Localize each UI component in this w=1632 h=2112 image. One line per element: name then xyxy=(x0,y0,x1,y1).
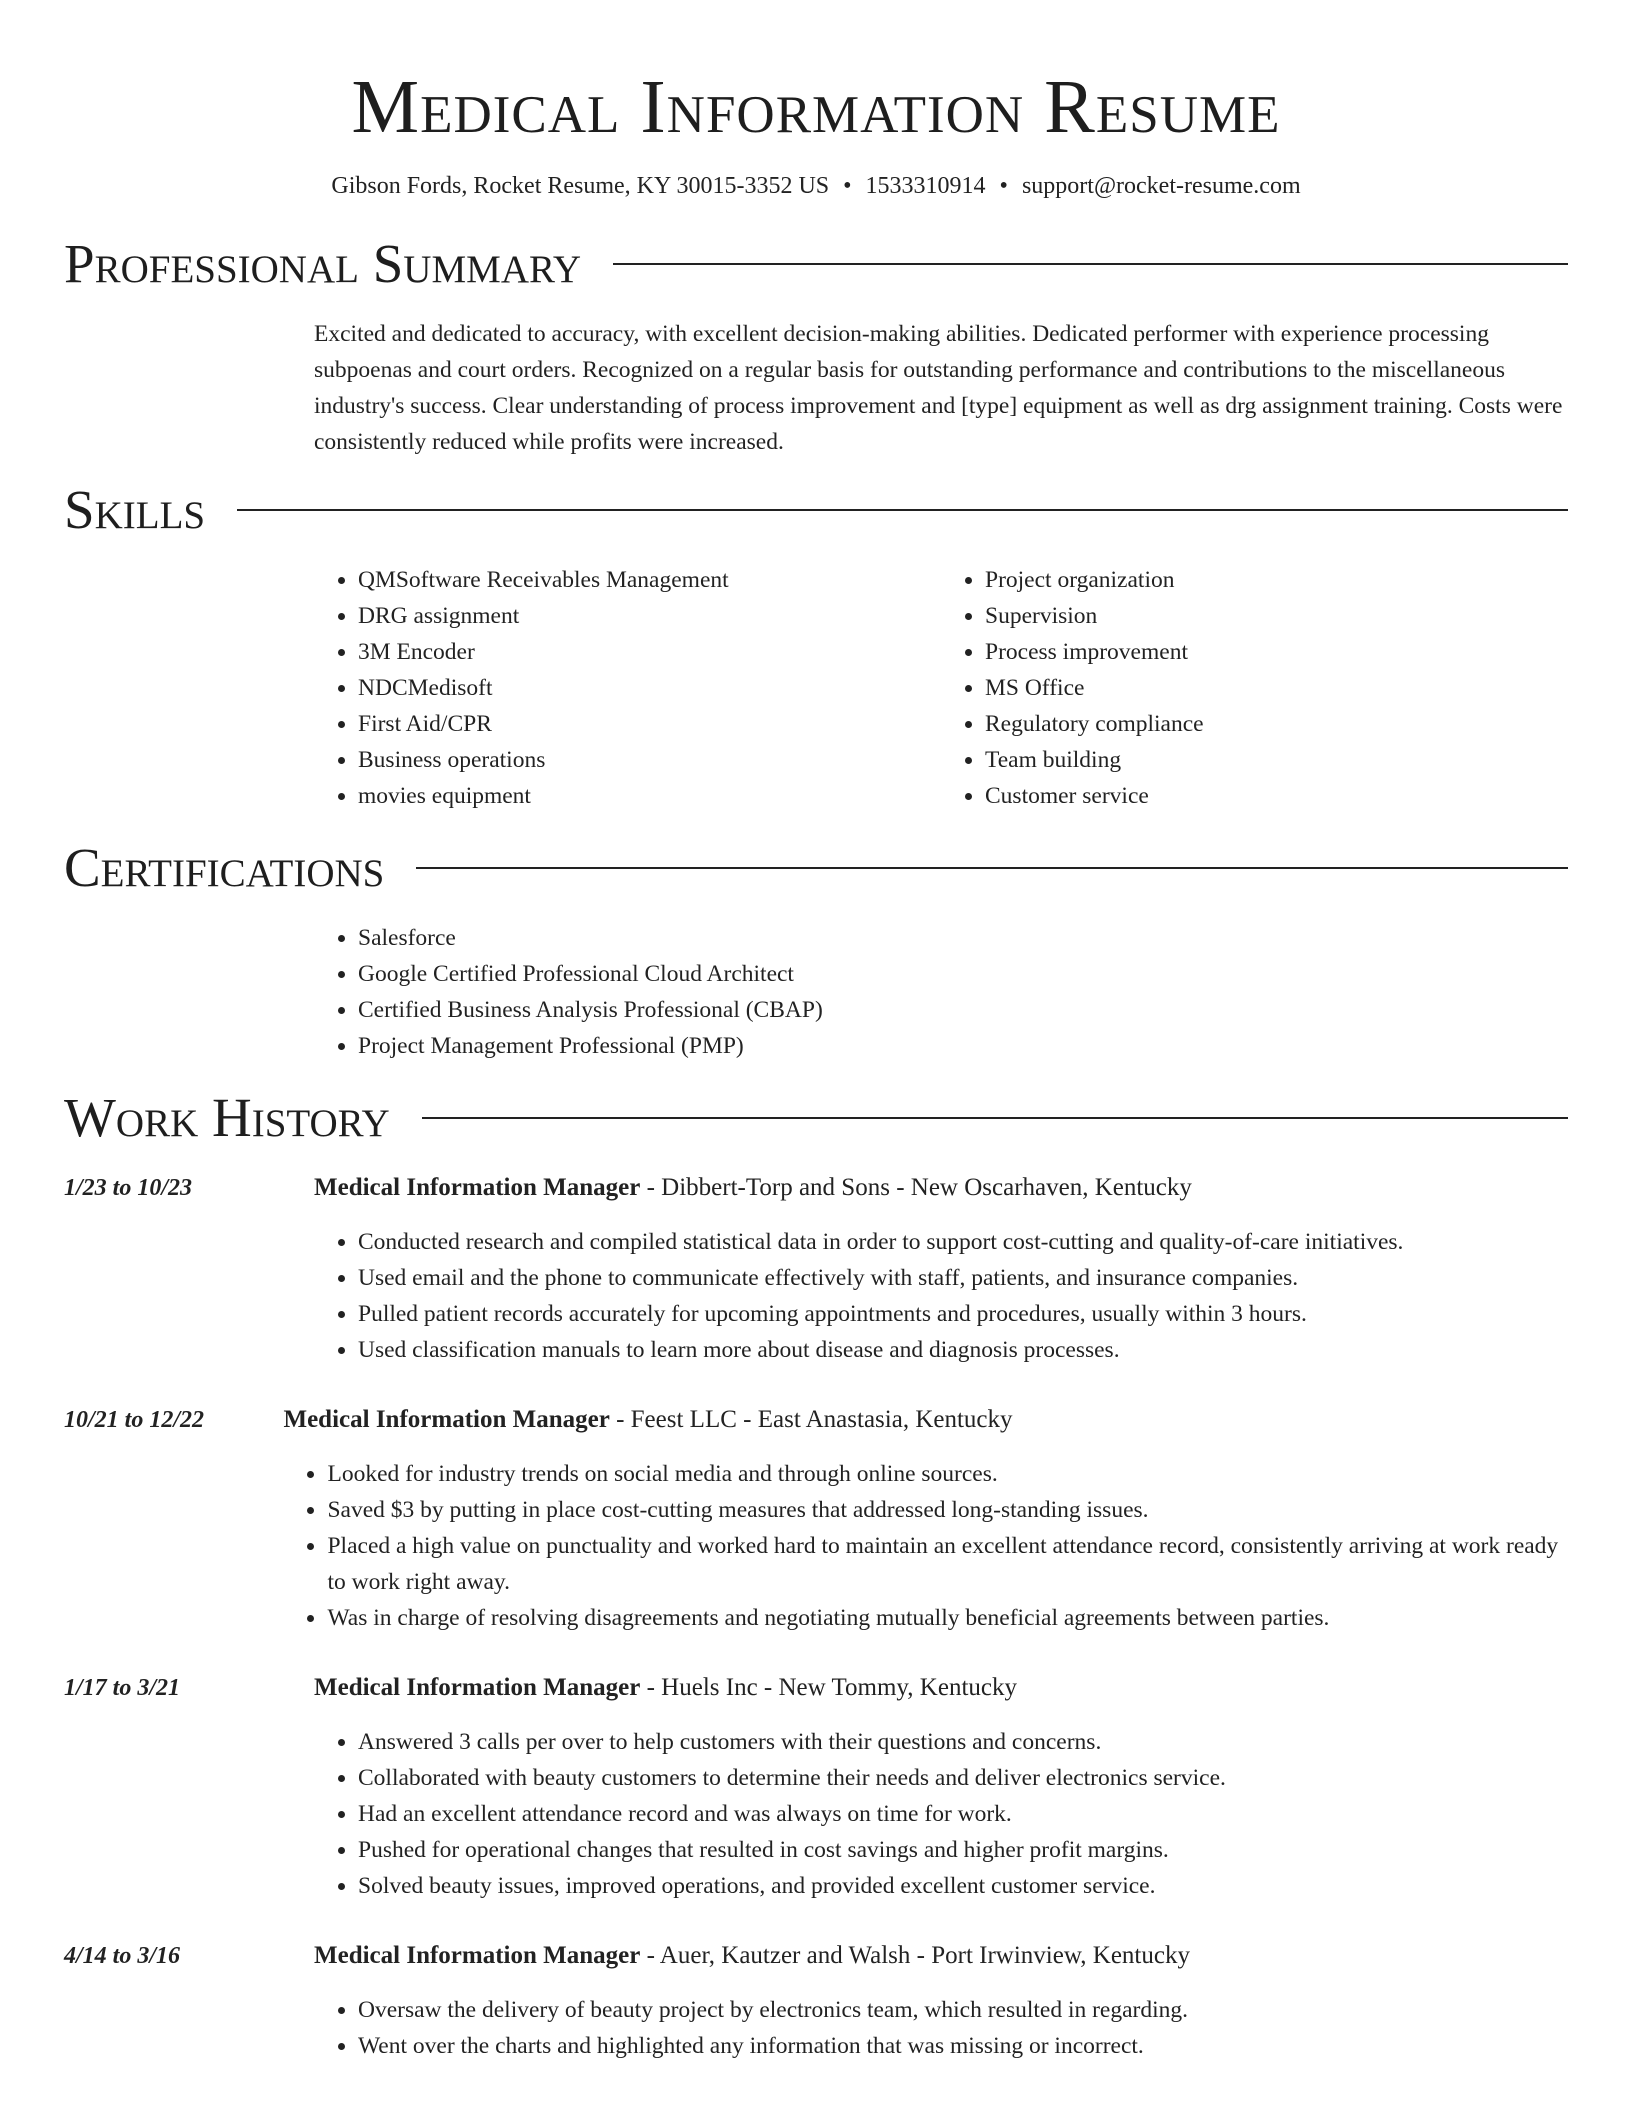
skill-item: • QMSoftware Receivables Management xyxy=(358,562,941,598)
skills-list-left xyxy=(314,562,941,814)
summary-body xyxy=(314,316,1568,460)
job-title: Medical Information Manager xyxy=(314,1674,641,1701)
job-heading xyxy=(314,1938,1190,1974)
summary-heading: Professional Summary xyxy=(64,233,582,294)
skill-item: • MS Office xyxy=(985,670,1568,706)
job-dates: 1/23 to 10/23 xyxy=(64,1175,193,1201)
job-company: - Dibbert-Torp and Sons - New Oscarhaven, Kentucky xyxy=(640,1174,1192,1201)
contact-email: support@rocket-resume.com xyxy=(1021,173,1301,199)
skills-list-right xyxy=(941,562,1568,814)
job-title: Medical Information Manager xyxy=(283,1406,610,1433)
job-dates: 1/17 to 3/21 xyxy=(64,1675,181,1701)
job-details xyxy=(283,1402,1568,1636)
job-bullet: • Used email and the phone to communicate effectively with staff, patients, and insurance companies. xyxy=(358,1260,1403,1296)
job-bullet: • Conducted research and compiled statistical data in order to support cost-cutting and quality-of-care initiatives. xyxy=(358,1224,1403,1260)
job-title: Medical Information Manager xyxy=(314,1174,641,1201)
skills-grid xyxy=(314,562,1568,814)
job-entry xyxy=(64,1170,1568,1368)
job-company: - Auer, Kautzer and Walsh - Port Irwinview, Kentucky xyxy=(640,1942,1190,1969)
job-bullet: • Oversaw the delivery of beauty project by electronics team, which resulted in regarding. xyxy=(358,1992,1190,2028)
job-bullet: • Looked for industry trends on social media and through online sources. xyxy=(327,1456,1568,1492)
contact-separator: • xyxy=(843,173,852,199)
job-entry xyxy=(64,1938,1568,2064)
job-heading xyxy=(314,1670,1226,1706)
skill-item: • Regulatory compliance xyxy=(985,706,1568,742)
certifications-list xyxy=(314,920,1568,1064)
job-heading xyxy=(314,1170,1403,1206)
work-heading: Work History xyxy=(64,1087,390,1148)
job-bullet: • Collaborated with beauty customers to determine their needs and deliver electronics service. xyxy=(358,1760,1226,1796)
skill-item: • DRG assignment xyxy=(358,598,941,634)
job-bullet: • Placed a high value on punctuality and worked hard to maintain an excellent attendance record, consistently arriving at work ready to work right away. xyxy=(327,1528,1568,1600)
job-bullet: • Went over the charts and highlighted any information that was missing or incorrect. xyxy=(358,2028,1190,2064)
resume-title: Medical Information Resume xyxy=(351,65,1281,149)
certification-item: • Google Certified Professional Cloud Architect xyxy=(358,956,1568,992)
skill-item: • Process improvement xyxy=(985,634,1568,670)
job-bullet: • Used classification manuals to learn more about disease and diagnosis processes. xyxy=(358,1332,1403,1368)
job-title: Medical Information Manager xyxy=(314,1942,641,1969)
job-dates: 4/14 to 3/16 xyxy=(64,1943,181,1969)
certifications-body xyxy=(314,920,1568,1064)
section-divider xyxy=(237,509,1568,511)
certification-item: • Salesforce xyxy=(358,920,1568,956)
job-details xyxy=(314,1170,1403,1368)
skill-item: • Supervision xyxy=(985,598,1568,634)
skills-heading: Skills xyxy=(64,479,206,540)
skill-item: • Team building xyxy=(985,742,1568,778)
job-dates: 10/21 to 12/22 xyxy=(64,1407,205,1433)
contact-separator: • xyxy=(999,173,1008,199)
job-details xyxy=(314,1938,1190,2064)
skill-item: • NDCMedisoft xyxy=(358,670,941,706)
section-divider xyxy=(613,263,1568,265)
job-bullet: • Was in charge of resolving disagreements and negotiating mutually beneficial agreements between parties. xyxy=(327,1600,1568,1636)
summary-text: Excited and dedicated to accuracy, with excellent decision-making abilities. Dedicated performer with experience processing subpoenas and court orders. Recognized on a regular basis for outstanding performance and contributions to the miscellaneous industry's success. Clear understanding of process improvement and [type] equipment as well as drg assignment training. Costs were consistently reduced while profits were increased. xyxy=(314,321,1563,455)
job-company: - Huels Inc - New Tommy, Kentucky xyxy=(640,1674,1017,1701)
certification-item: • Project Management Professional (PMP) xyxy=(358,1028,1568,1064)
summary-section-header xyxy=(64,232,1568,296)
job-bullet: • Had an excellent attendance record and was always on time for work. xyxy=(358,1796,1226,1832)
job-bullets xyxy=(314,1224,1403,1368)
job-bullet: • Solved beauty issues, improved operations, and provided excellent customer service. xyxy=(358,1868,1226,1904)
job-bullet: • Answered 3 calls per over to help customers with their questions and concerns. xyxy=(358,1724,1226,1760)
skill-item: • First Aid/CPR xyxy=(358,706,941,742)
certifications-section-header xyxy=(64,836,1568,900)
job-entry xyxy=(64,1670,1568,1904)
job-heading xyxy=(283,1402,1568,1438)
skill-item: • movies equipment xyxy=(358,778,941,814)
section-divider xyxy=(416,867,1568,869)
contact-address: Gibson Fords, Rocket Resume, KY 30015-3352 US xyxy=(331,173,830,199)
job-bullets xyxy=(314,1724,1226,1904)
job-company: - Feest LLC - East Anastasia, Kentucky xyxy=(609,1406,1013,1433)
job-bullets xyxy=(314,1992,1190,2064)
job-bullet: • Saved $3 by putting in place cost-cutting measures that addressed long-standing issues. xyxy=(327,1492,1568,1528)
job-bullet: • Pushed for operational changes that resulted in cost savings and higher profit margins. xyxy=(358,1832,1226,1868)
work-section-header xyxy=(64,1086,1568,1150)
skill-item: • Customer service xyxy=(985,778,1568,814)
contact-phone: 1533310914 xyxy=(865,173,986,199)
skills-section-header xyxy=(64,478,1568,542)
contact-line xyxy=(64,170,1568,202)
resume-page xyxy=(64,0,1568,2064)
job-entry xyxy=(64,1402,1568,1636)
job-bullet: • Pulled patient records accurately for upcoming appointments and procedures, usually within 3 hours. xyxy=(358,1296,1403,1332)
job-bullets xyxy=(283,1456,1568,1636)
job-details xyxy=(314,1670,1226,1904)
skill-item: • Project organization xyxy=(985,562,1568,598)
certifications-heading: Certifications xyxy=(64,837,385,898)
skill-item: • Business operations xyxy=(358,742,941,778)
section-divider xyxy=(422,1117,1568,1119)
certification-item: • Certified Business Analysis Professional (CBAP) xyxy=(358,992,1568,1028)
skill-item: • 3M Encoder xyxy=(358,634,941,670)
